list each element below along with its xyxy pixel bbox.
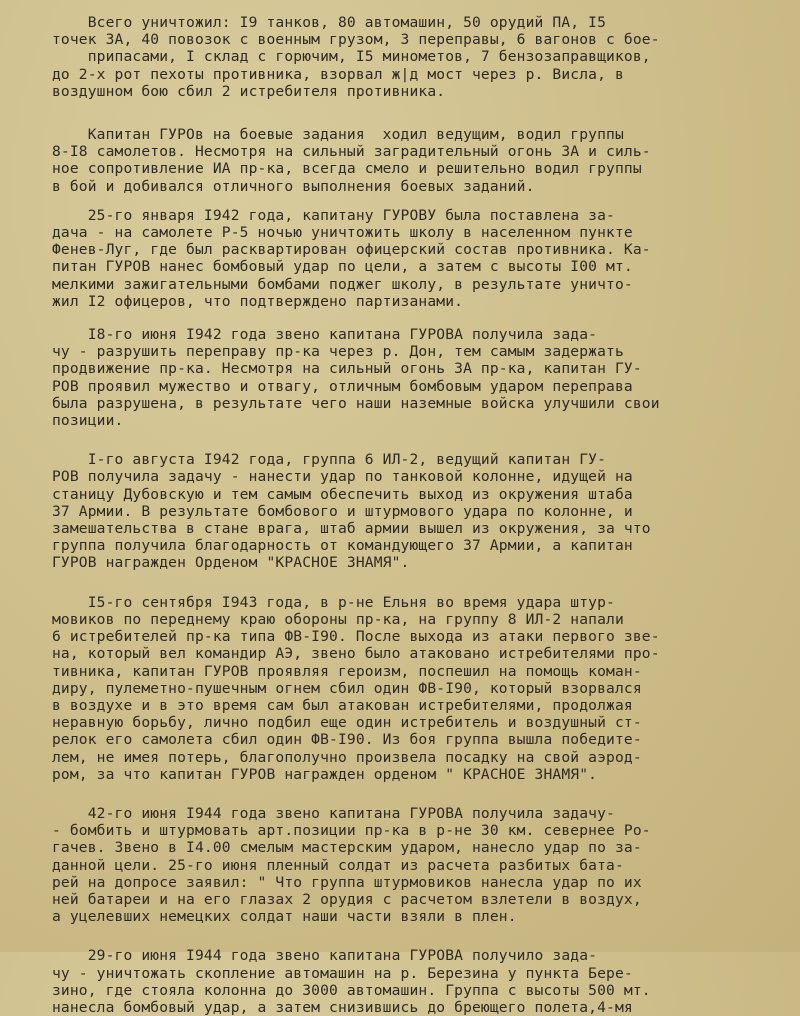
text-line: воздушном бою сбил 2 истребителя противника. xyxy=(52,82,446,100)
text-line: питан ГУРОВ нанес бомбовый удар по цели, а затем с высоты I00 мт. xyxy=(52,258,633,276)
text-line: ное сопротивление ИА пр-ка, всегда смело и решительно водил группы xyxy=(52,160,642,178)
text-line: 42-го июня I944 года звено капитана ГУРОВА получила задачу- xyxy=(52,804,615,822)
text-line: данной цели. 25-го июня пленный солдат из расчета разбитых бата- xyxy=(52,856,624,874)
text-line: припасами, I склад с горючим, I5 минометов, 7 бензозаправщиков, xyxy=(52,48,651,66)
text-line: I8-го июня I942 года звено капитана ГУРОВА получила зада- xyxy=(52,326,598,344)
text-line: 37 Армии. В результате бомбового и штурмового удара по колонне, и xyxy=(52,502,633,520)
text-line: мовиков по переднему краю обороны пр-ка, на группу 8 ИЛ-2 напали xyxy=(52,610,624,628)
text-line: гачев. Звено в I4.00 смелым мастерским ударом, нанесло удар по за- xyxy=(52,839,642,857)
text-line: продвижение пр-ка. Несмотря на сильный огонь ЗА пр-ка, капитан ГУ- xyxy=(52,360,642,378)
text-line: группа получила благодарность от командующего 37 Армии, а капитан xyxy=(52,537,633,555)
text-line: мелкими зажигательными бомбами поджег школу, в результате уничто- xyxy=(52,275,633,293)
text-line: замешательства в стане врага, штаб армии вышел из окружения, за что xyxy=(52,520,651,538)
text-line: нанесла бомбовый удар, а затем снизившись до бреющего полета,4-мя xyxy=(52,998,633,1016)
text-line: а уцелевших немецких солдат наши части взяли в плен. xyxy=(52,908,517,926)
text-line: лем, не имея потерь, благополучно произвела посадку на свой аэрод- xyxy=(52,748,642,766)
text-line: ром, за что капитан ГУРОВ награжден орденом " КРАСНОЕ ЗНАМЯ". xyxy=(52,765,598,783)
paragraph-summary xyxy=(52,14,766,100)
text-line: неравную борьбу, лично подбил еще один истребитель и воздушный ст- xyxy=(52,714,642,732)
text-line: зино, где стояла колонна до 3000 автомашин. Группа с высоты 500 мт. xyxy=(52,981,651,999)
paragraph-jun-1944-b xyxy=(52,947,766,1016)
text-line: чу - уничтожать скопление автомашин на р. Березина у пункта Бере- xyxy=(52,964,633,982)
text-line: I-го августа I942 года, группа 6 ИЛ-2, ведущий капитан ГУ- xyxy=(52,451,607,469)
text-line: точек ЗА, 40 повозок с военным грузом, 3 переправы, 6 вагонов с бое- xyxy=(52,31,660,49)
text-line: до 2-х рот пехоты противника, взорвал ж|д мост через р. Висла, в xyxy=(52,65,624,83)
text-line: чу - разрушить переправу пр-ка через р. Дон, тем самым задержать xyxy=(52,343,624,361)
text-line: 25-го января I942 года, капитану ГУРОВУ была поставлена за- xyxy=(52,206,615,224)
text-line: 6 истребителей пр-ка типа ФВ-I90. После выхода из атаки первого зве- xyxy=(52,628,660,646)
paragraph-jun-1944-a xyxy=(52,805,766,925)
text-line: станицу Дубовскую и тем самым обеспечить выход из окружения штаба xyxy=(52,485,633,503)
text-line: ГУРОВ награжден Орденом "КРАСНОЕ ЗНАМЯ". xyxy=(52,554,410,572)
text-line: позиции. xyxy=(52,412,124,430)
text-line: в воздухе и в это время сам был атакован истребителями, продолжая xyxy=(52,696,633,714)
paragraph-sep-1943 xyxy=(52,594,766,783)
text-line: Капитан ГУРОв на боевые задания ходил ведущим, водил группы xyxy=(52,126,624,144)
text-line: - бомбить и штурмовать арт.позиции пр-ка в р-не 30 км. севернее Ро- xyxy=(52,822,651,840)
text-line: I5-го сентября I943 года, в р-не Ельня во время удара штур- xyxy=(52,593,615,611)
paragraph-jan-1942 xyxy=(52,207,766,310)
text-line: РОВ получила задачу - нанести удар по танковой колонне, идущей на xyxy=(52,468,633,486)
text-line: в бой и добивался отличного выполнения боевых заданий. xyxy=(52,177,535,195)
text-line: Всего уничтожил: I9 танков, 80 автомашин, 50 орудий ПА, I5 xyxy=(52,14,607,31)
text-line: 8-I8 самолетов. Несмотря на сильный заградительный огонь ЗА и силь- xyxy=(52,143,651,161)
text-line: жил I2 офицеров, что подтверждено партизанами. xyxy=(52,292,464,310)
text-line: на, который вел командир АЭ, звено было атаковано истребителями про- xyxy=(52,645,660,663)
paragraph-leadership xyxy=(52,126,766,195)
text-line: рей на допросе заявил: " Что группа штурмовиков нанесла удар по их xyxy=(52,873,642,891)
text-line: дача - на самолете Р-5 ночью уничтожить школу в населенном пункте xyxy=(52,224,633,242)
text-line: 29-го июня I944 года звено капитана ГУРОВА получило зада- xyxy=(52,947,598,965)
paragraph-jun-1942 xyxy=(52,326,766,429)
text-line: тивника, капитан ГУРОВ проявляя героизм, поспешил на помощь коман- xyxy=(52,662,642,680)
text-line: Фенев-Луг, где был расквартирован офицерский состав противника. Ка- xyxy=(52,241,651,259)
text-line: РОВ проявил мужество и отвагу, отличным бомбовым ударом переправа xyxy=(52,377,633,395)
text-line: диру, пулеметно-пушечным огнем сбил один ФВ-I90, который взорвался xyxy=(52,679,642,697)
text-line: ней батареи и на его глазах 2 орудия с расчетом взлетели в воздух, xyxy=(52,890,642,908)
paragraph-aug-1942 xyxy=(52,451,766,571)
text-line: релок его самолета сбил один ФВ-I90. Из боя группа вышла победите- xyxy=(52,731,642,749)
text-line: была разрушена, в результате чего наши наземные войска улучшили свои xyxy=(52,394,660,412)
